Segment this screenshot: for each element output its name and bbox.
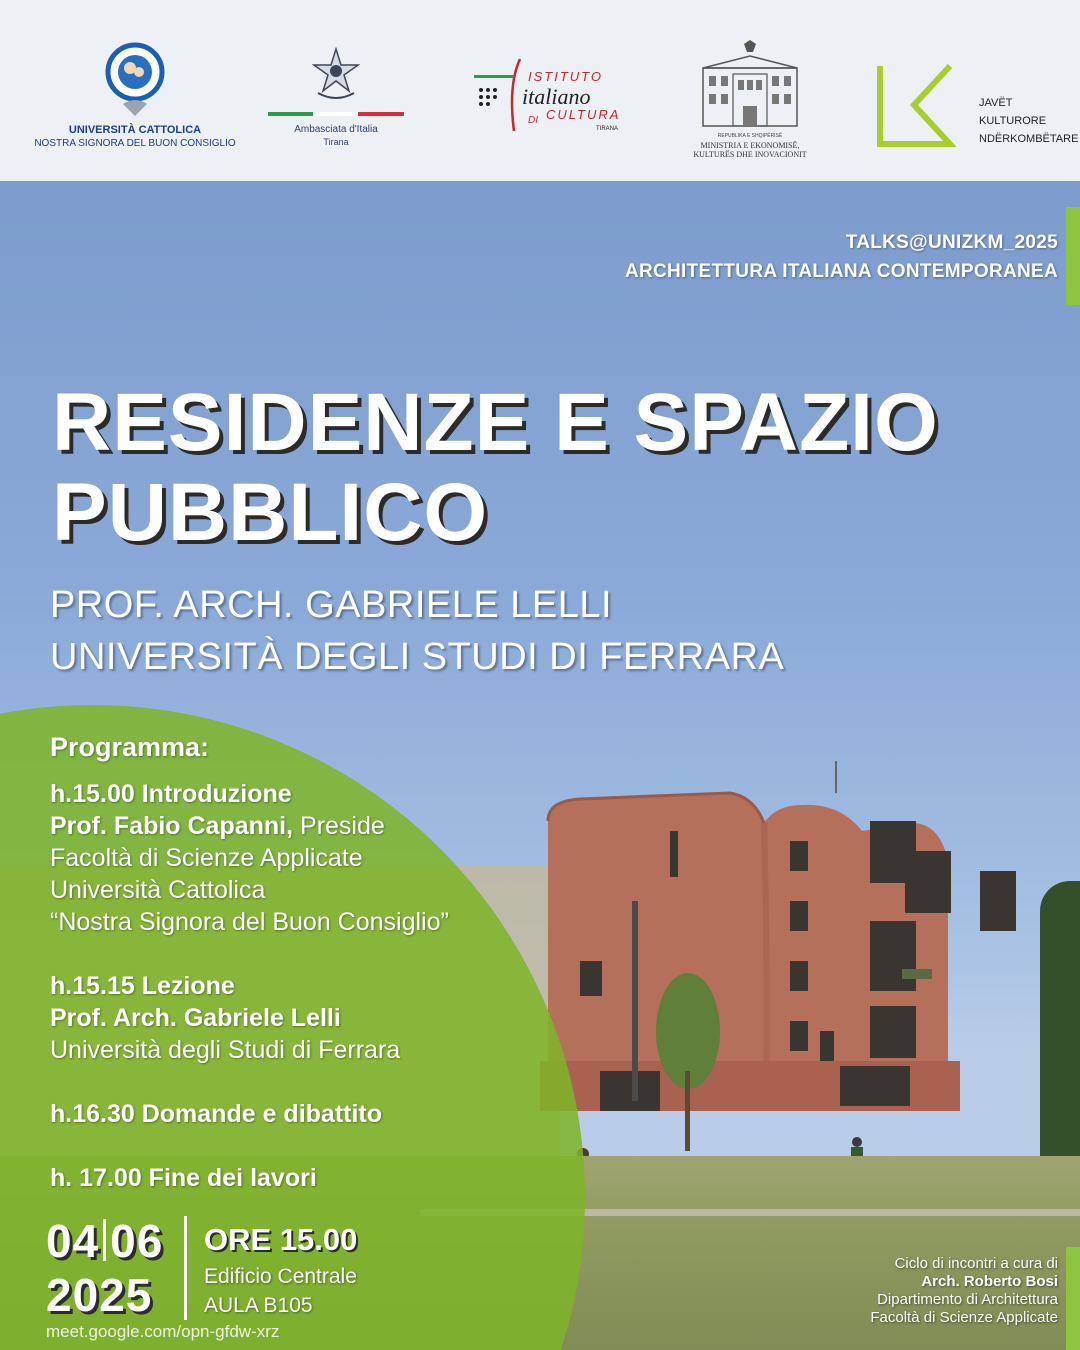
program-item-time: h. 17.00 Fine dei lavori — [50, 1164, 317, 1192]
tree — [648, 971, 728, 1151]
embassy-city: Tirana — [323, 137, 349, 147]
program-item-speaker: Prof. Fabio Capanni, — [50, 812, 294, 840]
tricolor-rule — [268, 112, 404, 116]
ministry-name-1: MINISTRIA E EKONOMISË, — [700, 141, 800, 150]
accent-bar-bottom — [1066, 1247, 1080, 1350]
javet-logo — [874, 62, 1079, 152]
ucsbc-subtitle: NOSTRA SIGNORA DEL BUON CONSIGLIO — [34, 138, 236, 149]
program-item-detail: Facoltà di Scienze Applicate — [50, 844, 363, 872]
javet-line1: JAVËT — [979, 97, 1013, 109]
curator-faculty: Facoltà di Scienze Applicate — [870, 1309, 1058, 1326]
date-divider — [103, 1219, 106, 1261]
logo-band — [0, 0, 1080, 181]
embassy-name: Ambasciata d'Italia — [294, 124, 378, 135]
event-date-daymonth — [46, 1214, 163, 1268]
ucsbc-logo — [30, 40, 240, 155]
program-item-detail: Università Cattolica — [50, 876, 266, 904]
speaker-affiliation: UNIVERSITÀ DEGLI STUDI DI FERRARA — [50, 636, 785, 678]
program-item-debate — [50, 1098, 382, 1130]
program-item-end — [50, 1162, 317, 1194]
date-separator — [184, 1216, 187, 1320]
javet-line2: KULTURORE — [979, 115, 1047, 127]
series-tag: TALKS@UNIZKM_2025 — [845, 232, 1058, 253]
program-item-intro — [50, 778, 449, 938]
iic-city: TIRANA — [596, 126, 619, 132]
curator-credit — [818, 1255, 1058, 1327]
program-item-speaker: Prof. Arch. Gabriele Lelli — [50, 1004, 341, 1032]
event-building: Edificio Centrale — [204, 1265, 357, 1288]
ucsbc-seal-icon — [105, 42, 165, 118]
brick-building — [540, 761, 1060, 1181]
iic-word-cultura: CULTURA — [546, 107, 621, 122]
program-item-lecture — [50, 970, 400, 1066]
program-item-time: h.15.15 Lezione — [50, 972, 235, 1000]
event-month: 06 — [110, 1215, 164, 1267]
ministry-republic: REPUBLIKA E SHQIPËRISË — [717, 133, 783, 139]
meet-link[interactable]: meet.google.com/opn-gfdw-xrz — [46, 1322, 280, 1341]
event-room: AULA B105 — [204, 1294, 313, 1317]
embassy-logo — [266, 45, 406, 150]
ministry-name-2: KULTURËS DHE INOVACIONIT — [693, 150, 807, 159]
iic-word-istituto: ISTITUTO — [528, 69, 603, 84]
iic-word-di: DI — [528, 115, 538, 126]
curator-name: Arch. Roberto Bosi — [921, 1273, 1058, 1290]
program-item-role: Preside — [293, 812, 385, 840]
program-item-detail: Università degli Studi di Ferrara — [50, 1036, 401, 1064]
event-title-line2: PUBBLICO — [52, 467, 489, 558]
program-item-speaker-line — [50, 810, 449, 842]
javet-k-icon — [874, 62, 956, 150]
event-title — [52, 378, 1032, 558]
ministry-building-icon — [695, 40, 805, 130]
ministry-logo — [680, 40, 820, 160]
event-time: ORE 15.00 — [204, 1222, 358, 1257]
program-item-time: h.15.00 Introduzione — [50, 780, 292, 808]
program-item-time: h.16.30 Domande e dibattito — [50, 1100, 383, 1128]
curator-intro: Ciclo di incontri a cura di — [894, 1255, 1058, 1272]
speaker-name: PROF. ARCH. GABRIELE LELLI — [50, 584, 613, 626]
iic-logo — [472, 55, 622, 140]
program-heading: Programma: — [50, 732, 210, 762]
ucsbc-name: UNIVERSITÀ CATTOLICA — [68, 124, 202, 136]
javet-line3: NDËRKOMBËTARE — [979, 133, 1079, 145]
italian-emblem-icon — [310, 45, 362, 101]
event-day: 04 — [46, 1215, 100, 1267]
iic-word-italiano: italiano — [522, 84, 591, 109]
accent-bar-top — [1066, 207, 1080, 305]
program-item-detail: “Nostra Signora del Buon Consiglio” — [50, 908, 449, 936]
event-year: 2025 — [46, 1269, 153, 1321]
series-theme: ARCHITETTURA ITALIANA CONTEMPORANEA — [624, 261, 1058, 282]
curator-department: Dipartimento di Architettura — [877, 1291, 1058, 1308]
event-title-line1: RESIDENZE E SPAZIO — [52, 377, 939, 468]
